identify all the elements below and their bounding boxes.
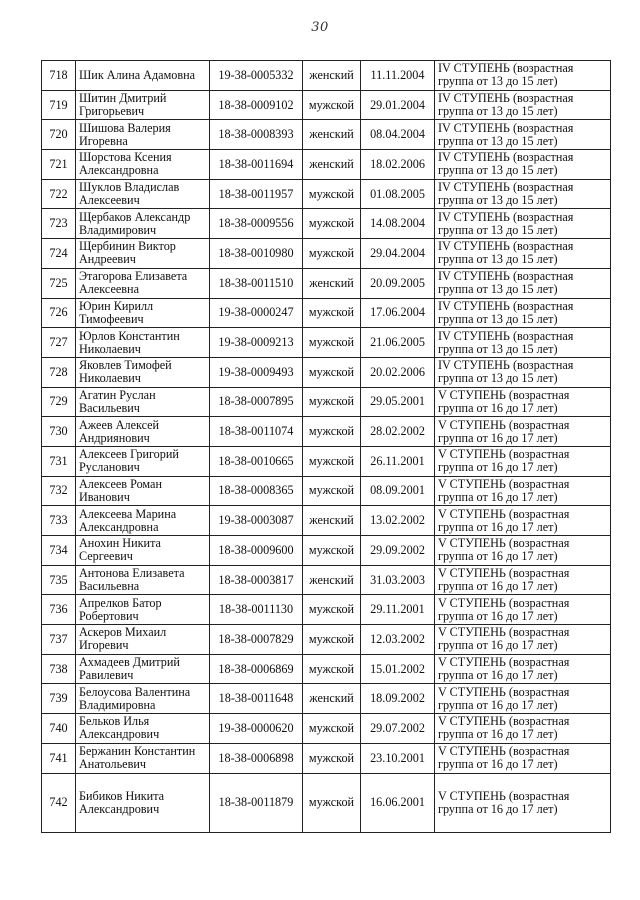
table-row xyxy=(42,506,611,536)
table-row xyxy=(42,417,611,447)
participant-name-cell: Бержанин Константин Анатольевич xyxy=(76,743,210,773)
participant-name-cell: Шорстова Ксения Александровна xyxy=(76,150,210,180)
uin-cell: 19-38-0000620 xyxy=(210,714,303,744)
stage-cell xyxy=(435,357,611,387)
stage-level-text: IV СТУПЕНЬ (возрастная xyxy=(438,209,574,224)
birth-date-cell: 29.05.2001 xyxy=(361,387,435,417)
row-number-cell: 735 xyxy=(42,565,76,595)
table-row xyxy=(42,387,611,417)
participant-name-cell: Алексеев Роман Иванович xyxy=(76,476,210,506)
stage-age-group-text: группа от 16 до 17 лет) xyxy=(438,400,558,415)
table-row xyxy=(42,61,611,91)
row-number-cell: 729 xyxy=(42,387,76,417)
stage-cell xyxy=(435,268,611,298)
stage-level-text: V СТУПЕНЬ (возрастная xyxy=(438,506,570,521)
stage-cell xyxy=(435,90,611,120)
birth-date-cell: 11.11.2004 xyxy=(361,61,435,91)
participant-name-cell: Алексеев Григорий Русланович xyxy=(76,446,210,476)
sex-cell: мужской xyxy=(303,90,361,120)
participant-name-cell: Шуклов Владислав Алексеевич xyxy=(76,179,210,209)
stage-level-text: V СТУПЕНЬ (возрастная xyxy=(438,566,570,581)
stage-age-group-text: группа от 16 до 17 лет) xyxy=(438,460,558,475)
stage-cell xyxy=(435,150,611,180)
table-row xyxy=(42,120,611,150)
sex-cell: женский xyxy=(303,61,361,91)
sex-cell: женский xyxy=(303,268,361,298)
stage-level-text: V СТУПЕНЬ (возрастная xyxy=(438,387,570,402)
uin-cell: 18-38-0010980 xyxy=(210,239,303,269)
birth-date-cell: 18.02.2006 xyxy=(361,150,435,180)
table-row xyxy=(42,357,611,387)
participant-name-cell: Анохин Никита Сергеевич xyxy=(76,536,210,566)
birth-date-cell: 18.09.2002 xyxy=(361,684,435,714)
row-number-cell: 737 xyxy=(42,625,76,655)
participant-name-cell: Аскеров Михаил Игоревич xyxy=(76,625,210,655)
participant-name-cell: Бибиков Никита Александрович xyxy=(76,773,210,832)
stage-level-text: IV СТУПЕНЬ (возрастная xyxy=(438,239,574,254)
row-number-cell: 724 xyxy=(42,239,76,269)
uin-cell: 18-38-0011879 xyxy=(210,773,303,832)
row-number-cell: 726 xyxy=(42,298,76,328)
row-number-cell: 732 xyxy=(42,476,76,506)
participant-name-cell: Ажеев Алексей Андриянович xyxy=(76,417,210,447)
stage-age-group-text: группа от 16 до 17 лет) xyxy=(438,727,558,742)
stage-cell xyxy=(435,61,611,91)
row-number-cell: 721 xyxy=(42,150,76,180)
stage-level-text: V СТУПЕНЬ (возрастная xyxy=(438,714,570,729)
stage-age-group-text: группа от 16 до 17 лет) xyxy=(438,519,558,534)
stage-cell xyxy=(435,298,611,328)
birth-date-cell: 14.08.2004 xyxy=(361,209,435,239)
stage-age-group-text: группа от 13 до 15 лет) xyxy=(438,311,558,326)
stage-cell xyxy=(435,565,611,595)
row-number-cell: 723 xyxy=(42,209,76,239)
birth-date-cell: 16.06.2001 xyxy=(361,773,435,832)
stage-age-group-text: группа от 13 до 15 лет) xyxy=(438,371,558,386)
stage-age-group-text: группа от 16 до 17 лет) xyxy=(438,638,558,653)
stage-level-text: IV СТУПЕНЬ (возрастная xyxy=(438,180,574,195)
participant-name-cell: Бельков Илья Александрович xyxy=(76,714,210,744)
table-row xyxy=(42,90,611,120)
table-row xyxy=(42,773,611,832)
row-number-cell: 731 xyxy=(42,446,76,476)
sex-cell: мужской xyxy=(303,239,361,269)
uin-cell: 19-38-0009213 xyxy=(210,328,303,358)
stage-cell xyxy=(435,387,611,417)
birth-date-cell: 20.02.2006 xyxy=(361,357,435,387)
stage-age-group-text: группа от 13 до 15 лет) xyxy=(438,74,558,89)
row-number-cell: 725 xyxy=(42,268,76,298)
stage-level-text: V СТУПЕНЬ (возрастная xyxy=(438,536,570,551)
stage-level-text: V СТУПЕНЬ (возрастная xyxy=(438,655,570,670)
birth-date-cell: 29.07.2002 xyxy=(361,714,435,744)
stage-age-group-text: группа от 13 до 15 лет) xyxy=(438,341,558,356)
row-number-cell: 718 xyxy=(42,61,76,91)
stage-age-group-text: группа от 16 до 17 лет) xyxy=(438,489,558,504)
birth-date-cell: 08.04.2004 xyxy=(361,120,435,150)
stage-age-group-text: группа от 16 до 17 лет) xyxy=(438,579,558,594)
stage-level-text: IV СТУПЕНЬ (возрастная xyxy=(438,150,574,165)
participant-name-cell: Антонова Елизавета Васильевна xyxy=(76,565,210,595)
stage-level-text: V СТУПЕНЬ (возрастная xyxy=(438,788,570,803)
table-row xyxy=(42,179,611,209)
birth-date-cell: 08.09.2001 xyxy=(361,476,435,506)
table-row xyxy=(42,536,611,566)
participant-name-cell: Шишова Валерия Игоревна xyxy=(76,120,210,150)
birth-date-cell: 01.08.2005 xyxy=(361,179,435,209)
stage-cell xyxy=(435,506,611,536)
stage-age-group-text: группа от 13 до 15 лет) xyxy=(438,222,558,237)
stage-age-group-text: группа от 16 до 17 лет) xyxy=(438,697,558,712)
uin-cell: 18-38-0006898 xyxy=(210,743,303,773)
stage-level-text: IV СТУПЕНЬ (возрастная xyxy=(438,91,574,106)
uin-cell: 18-38-0007829 xyxy=(210,625,303,655)
uin-cell: 18-38-0009600 xyxy=(210,536,303,566)
uin-cell: 18-38-0007895 xyxy=(210,387,303,417)
stage-cell xyxy=(435,536,611,566)
uin-cell: 18-38-0011694 xyxy=(210,150,303,180)
birth-date-cell: 28.02.2002 xyxy=(361,417,435,447)
stage-level-text: V СТУПЕНЬ (возрастная xyxy=(438,476,570,491)
participant-name-cell: Шик Алина Адамовна xyxy=(76,61,210,91)
participant-name-cell: Щербаков Александр Владимирович xyxy=(76,209,210,239)
row-number-cell: 728 xyxy=(42,357,76,387)
row-number-cell: 734 xyxy=(42,536,76,566)
sex-cell: мужской xyxy=(303,179,361,209)
uin-cell: 18-38-0010665 xyxy=(210,446,303,476)
stage-cell xyxy=(435,625,611,655)
uin-cell: 18-38-0006869 xyxy=(210,654,303,684)
stage-age-group-text: группа от 13 до 15 лет) xyxy=(438,104,558,119)
stage-age-group-text: группа от 13 до 15 лет) xyxy=(438,133,558,148)
sex-cell: мужской xyxy=(303,654,361,684)
uin-cell: 18-38-0011957 xyxy=(210,179,303,209)
stage-cell xyxy=(435,684,611,714)
stage-age-group-text: группа от 16 до 17 лет) xyxy=(438,549,558,564)
stage-age-group-text: группа от 13 до 15 лет) xyxy=(438,282,558,297)
participant-name-cell: Шитин Дмитрий Григорьевич xyxy=(76,90,210,120)
uin-cell: 18-38-0008365 xyxy=(210,476,303,506)
stage-level-text: IV СТУПЕНЬ (возрастная xyxy=(438,358,574,373)
stage-cell xyxy=(435,714,611,744)
stage-cell xyxy=(435,209,611,239)
participant-name-cell: Яковлев Тимофей Николаевич xyxy=(76,357,210,387)
page-number: 30 xyxy=(311,20,329,35)
uin-cell: 19-38-0003087 xyxy=(210,506,303,536)
stage-level-text: V СТУПЕНЬ (возрастная xyxy=(438,417,570,432)
table-row xyxy=(42,268,611,298)
stage-cell xyxy=(435,595,611,625)
table-row xyxy=(42,328,611,358)
stage-age-group-text: группа от 16 до 17 лет) xyxy=(438,757,558,772)
row-number-cell: 733 xyxy=(42,506,76,536)
stage-level-text: IV СТУПЕНЬ (возрастная xyxy=(438,328,574,343)
stage-cell xyxy=(435,120,611,150)
stage-cell xyxy=(435,476,611,506)
table-row xyxy=(42,150,611,180)
participant-name-cell: Белоусова Валентина Владимировна xyxy=(76,684,210,714)
stage-age-group-text: группа от 13 до 15 лет) xyxy=(438,163,558,178)
uin-cell: 19-38-0005332 xyxy=(210,61,303,91)
row-number-cell: 738 xyxy=(42,654,76,684)
birth-date-cell: 29.01.2004 xyxy=(361,90,435,120)
stage-age-group-text: группа от 16 до 17 лет) xyxy=(438,668,558,683)
stage-level-text: IV СТУПЕНЬ (возрастная xyxy=(438,269,574,284)
participant-name-cell: Ахмадеев Дмитрий Равилевич xyxy=(76,654,210,684)
stage-cell xyxy=(435,743,611,773)
row-number-cell: 719 xyxy=(42,90,76,120)
stage-cell xyxy=(435,417,611,447)
row-number-cell: 742 xyxy=(42,773,76,832)
table-row xyxy=(42,446,611,476)
birth-date-cell: 21.06.2005 xyxy=(361,328,435,358)
stage-age-group-text: группа от 13 до 15 лет) xyxy=(438,252,558,267)
table-row xyxy=(42,625,611,655)
birth-date-cell: 29.04.2004 xyxy=(361,239,435,269)
stage-cell xyxy=(435,328,611,358)
stage-level-text: IV СТУПЕНЬ (возрастная xyxy=(438,61,574,76)
row-number-cell: 740 xyxy=(42,714,76,744)
participant-name-cell: Этагорова Елизавета Алексеевна xyxy=(76,268,210,298)
stage-age-group-text: группа от 16 до 17 лет) xyxy=(438,801,558,816)
row-number-cell: 739 xyxy=(42,684,76,714)
sex-cell: женский xyxy=(303,150,361,180)
uin-cell: 18-38-0009102 xyxy=(210,90,303,120)
table-row xyxy=(42,239,611,269)
sex-cell: мужской xyxy=(303,357,361,387)
table-row xyxy=(42,654,611,684)
row-number-cell: 736 xyxy=(42,595,76,625)
birth-date-cell: 29.09.2002 xyxy=(361,536,435,566)
stage-level-text: IV СТУПЕНЬ (возрастная xyxy=(438,298,574,313)
sex-cell: мужской xyxy=(303,536,361,566)
birth-date-cell: 23.10.2001 xyxy=(361,743,435,773)
birth-date-cell: 29.11.2001 xyxy=(361,595,435,625)
stage-age-group-text: группа от 13 до 15 лет) xyxy=(438,193,558,208)
participant-name-cell: Юрин Кирилл Тимофеевич xyxy=(76,298,210,328)
table-row xyxy=(42,476,611,506)
birth-date-cell: 31.03.2003 xyxy=(361,565,435,595)
stage-cell xyxy=(435,239,611,269)
table-row xyxy=(42,565,611,595)
uin-cell: 19-38-0009493 xyxy=(210,357,303,387)
table-row xyxy=(42,684,611,714)
participant-name-cell: Апрелков Батор Робертович xyxy=(76,595,210,625)
participant-name-cell: Юрлов Константин Николаевич xyxy=(76,328,210,358)
sex-cell: мужской xyxy=(303,387,361,417)
uin-cell: 18-38-0011510 xyxy=(210,268,303,298)
row-number-cell: 730 xyxy=(42,417,76,447)
uin-cell: 18-38-0008393 xyxy=(210,120,303,150)
birth-date-cell: 15.01.2002 xyxy=(361,654,435,684)
sex-cell: мужской xyxy=(303,743,361,773)
stage-level-text: V СТУПЕНЬ (возрастная xyxy=(438,744,570,759)
row-number-cell: 722 xyxy=(42,179,76,209)
stage-cell xyxy=(435,446,611,476)
sex-cell: мужской xyxy=(303,595,361,625)
participant-name-cell: Щербинин Виктор Андреевич xyxy=(76,239,210,269)
uin-cell: 18-38-0011130 xyxy=(210,595,303,625)
row-number-cell: 727 xyxy=(42,328,76,358)
birth-date-cell: 13.02.2002 xyxy=(361,506,435,536)
row-number-cell: 741 xyxy=(42,743,76,773)
stage-level-text: V СТУПЕНЬ (возрастная xyxy=(438,625,570,640)
sex-cell: женский xyxy=(303,684,361,714)
row-number-cell: 720 xyxy=(42,120,76,150)
stage-age-group-text: группа от 16 до 17 лет) xyxy=(438,608,558,623)
stage-cell xyxy=(435,654,611,684)
participant-name-cell: Алексеева Марина Александровна xyxy=(76,506,210,536)
birth-date-cell: 12.03.2002 xyxy=(361,625,435,655)
registry-table xyxy=(41,60,611,833)
birth-date-cell: 20.09.2005 xyxy=(361,268,435,298)
sex-cell: мужской xyxy=(303,625,361,655)
sex-cell: мужской xyxy=(303,773,361,832)
registry-table-body xyxy=(42,61,611,833)
table-row xyxy=(42,298,611,328)
table-row xyxy=(42,743,611,773)
stage-age-group-text: группа от 16 до 17 лет) xyxy=(438,430,558,445)
participant-name-cell: Агатин Руслан Васильевич xyxy=(76,387,210,417)
stage-level-text: V СТУПЕНЬ (возрастная xyxy=(438,684,570,699)
table-row xyxy=(42,714,611,744)
sex-cell: женский xyxy=(303,565,361,595)
uin-cell: 19-38-0000247 xyxy=(210,298,303,328)
table-row xyxy=(42,595,611,625)
sex-cell: мужской xyxy=(303,476,361,506)
uin-cell: 18-38-0009556 xyxy=(210,209,303,239)
birth-date-cell: 26.11.2001 xyxy=(361,446,435,476)
stage-cell xyxy=(435,773,611,832)
stage-level-text: IV СТУПЕНЬ (возрастная xyxy=(438,120,574,135)
sex-cell: женский xyxy=(303,120,361,150)
stage-level-text: V СТУПЕНЬ (возрастная xyxy=(438,595,570,610)
table-row xyxy=(42,209,611,239)
sex-cell: мужской xyxy=(303,328,361,358)
birth-date-cell: 17.06.2004 xyxy=(361,298,435,328)
sex-cell: мужской xyxy=(303,417,361,447)
uin-cell: 18-38-0011074 xyxy=(210,417,303,447)
sex-cell: женский xyxy=(303,506,361,536)
stage-level-text: V СТУПЕНЬ (возрастная xyxy=(438,447,570,462)
sex-cell: мужской xyxy=(303,298,361,328)
sex-cell: мужской xyxy=(303,446,361,476)
uin-cell: 18-38-0011648 xyxy=(210,684,303,714)
uin-cell: 18-38-0003817 xyxy=(210,565,303,595)
stage-cell xyxy=(435,179,611,209)
sex-cell: мужской xyxy=(303,714,361,744)
sex-cell: мужской xyxy=(303,209,361,239)
